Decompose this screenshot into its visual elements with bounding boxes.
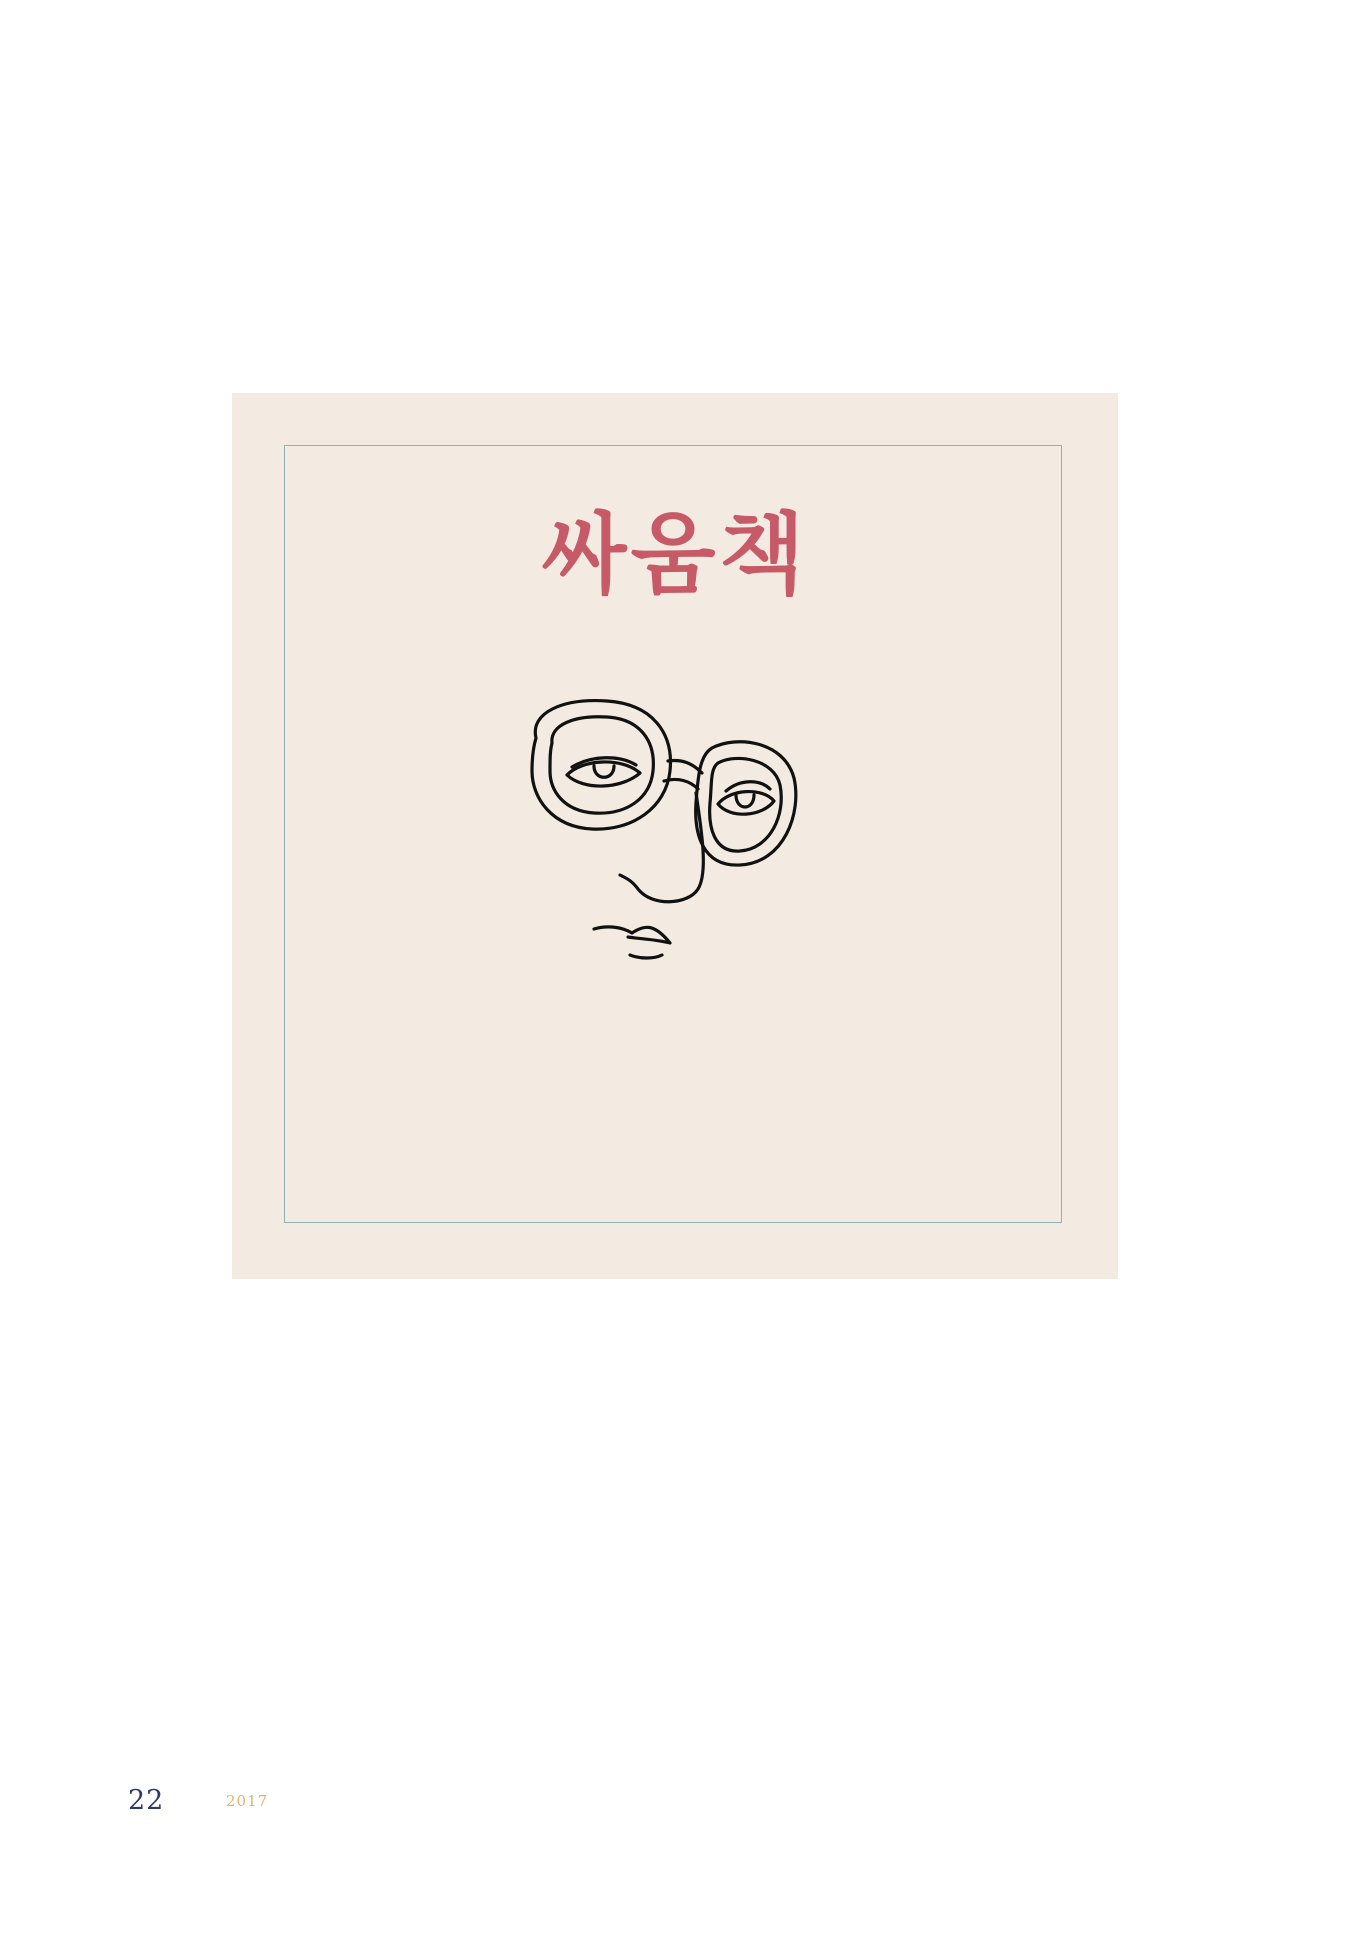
right-eye: [718, 792, 774, 815]
face-with-glasses-illustration-icon: [522, 693, 802, 1003]
glasses-bridge: [668, 761, 702, 774]
left-lens-inner: [550, 717, 653, 813]
right-pupil: [736, 795, 754, 807]
glasses-bridge-lower: [664, 779, 698, 789]
cover-title: 싸움책: [541, 502, 809, 606]
left-lens-outer: [532, 701, 670, 830]
nose: [620, 793, 703, 902]
lower-lip: [630, 955, 662, 958]
upper-lip: [594, 927, 670, 943]
page-number: 22: [128, 1785, 165, 1816]
left-pupil: [594, 766, 614, 777]
page-year: 2017: [226, 1792, 269, 1810]
right-eyelid: [726, 782, 770, 791]
book-cover-image: [232, 393, 1118, 1279]
